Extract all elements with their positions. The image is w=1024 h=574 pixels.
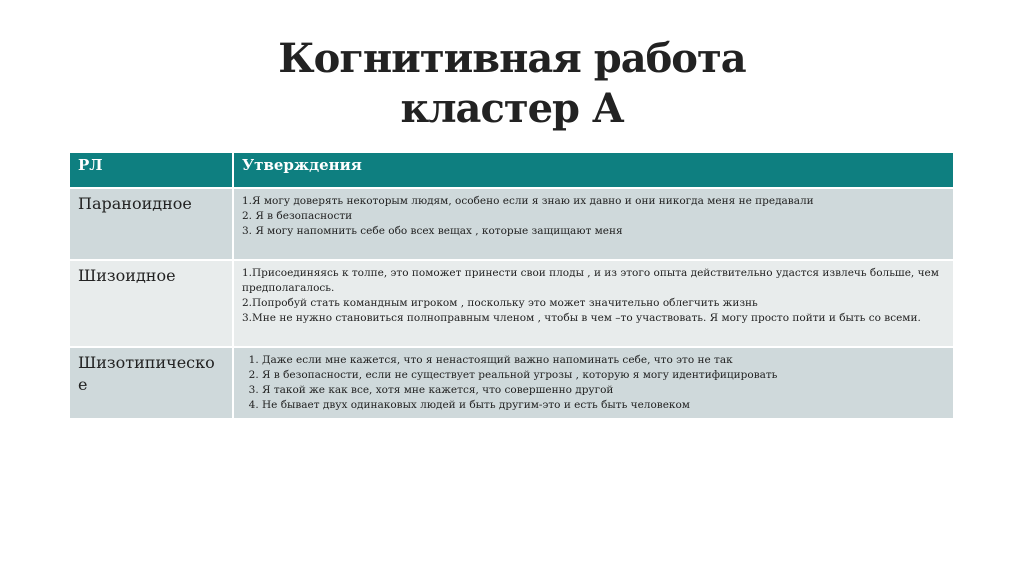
statement: 3.Мне не нужно становиться полноправным членом , чтобы в чем –то участвовать. Я могу просто пойти и быть со всеми. xyxy=(242,312,921,324)
statement: 2. Я в безопасности xyxy=(242,210,353,222)
statement: 1. Даже если мне кажется, что я ненастоящий важно напоминать себе, что это не так xyxy=(262,353,945,368)
row-type: Шизоидное xyxy=(69,260,233,347)
statement: 2.Попробуй стать командным игроком , поскольку это может значительно облегчить жизнь xyxy=(242,297,758,309)
statements-table xyxy=(68,151,955,420)
table-row xyxy=(69,260,954,347)
row-statements xyxy=(233,260,954,347)
title-line-1: Когнитивная работа xyxy=(278,35,746,82)
statement: 1.Я могу доверять некоторым людям, особено если я знаю их давно и они никогда меня не предавали xyxy=(242,195,814,207)
statement: 2. Я в безопасности, если не существует реальной угрозы , которую я могу идентифицировать xyxy=(262,368,945,383)
title-line-2: кластер А xyxy=(400,85,624,132)
header-statements: Утверждения xyxy=(233,152,954,188)
statement: 1.Присоединяясь к толпе, это поможет принести свои плоды , и из этого опыта действительно удастся извлечь больше, чем предполагалось. xyxy=(242,267,939,294)
header-rl: РЛ xyxy=(69,152,233,188)
row-statements xyxy=(233,188,954,260)
row-type: Параноидное xyxy=(69,188,233,260)
table-row xyxy=(69,347,954,419)
statement: 4. Не бывает двух одинаковых людей и быть другим-это и есть быть человеком xyxy=(262,398,945,413)
slide-title xyxy=(0,34,1024,134)
table-header xyxy=(69,152,954,188)
row-type: Шизотипическо е xyxy=(69,347,233,419)
statement: 3. Я могу напомнить себе обо всех вещах , которые защищают меня xyxy=(242,225,623,237)
row-statements xyxy=(233,347,954,419)
table-row xyxy=(69,188,954,260)
statement: 3. Я такой же как все, хотя мне кажется, что совершенно другой xyxy=(262,383,945,398)
